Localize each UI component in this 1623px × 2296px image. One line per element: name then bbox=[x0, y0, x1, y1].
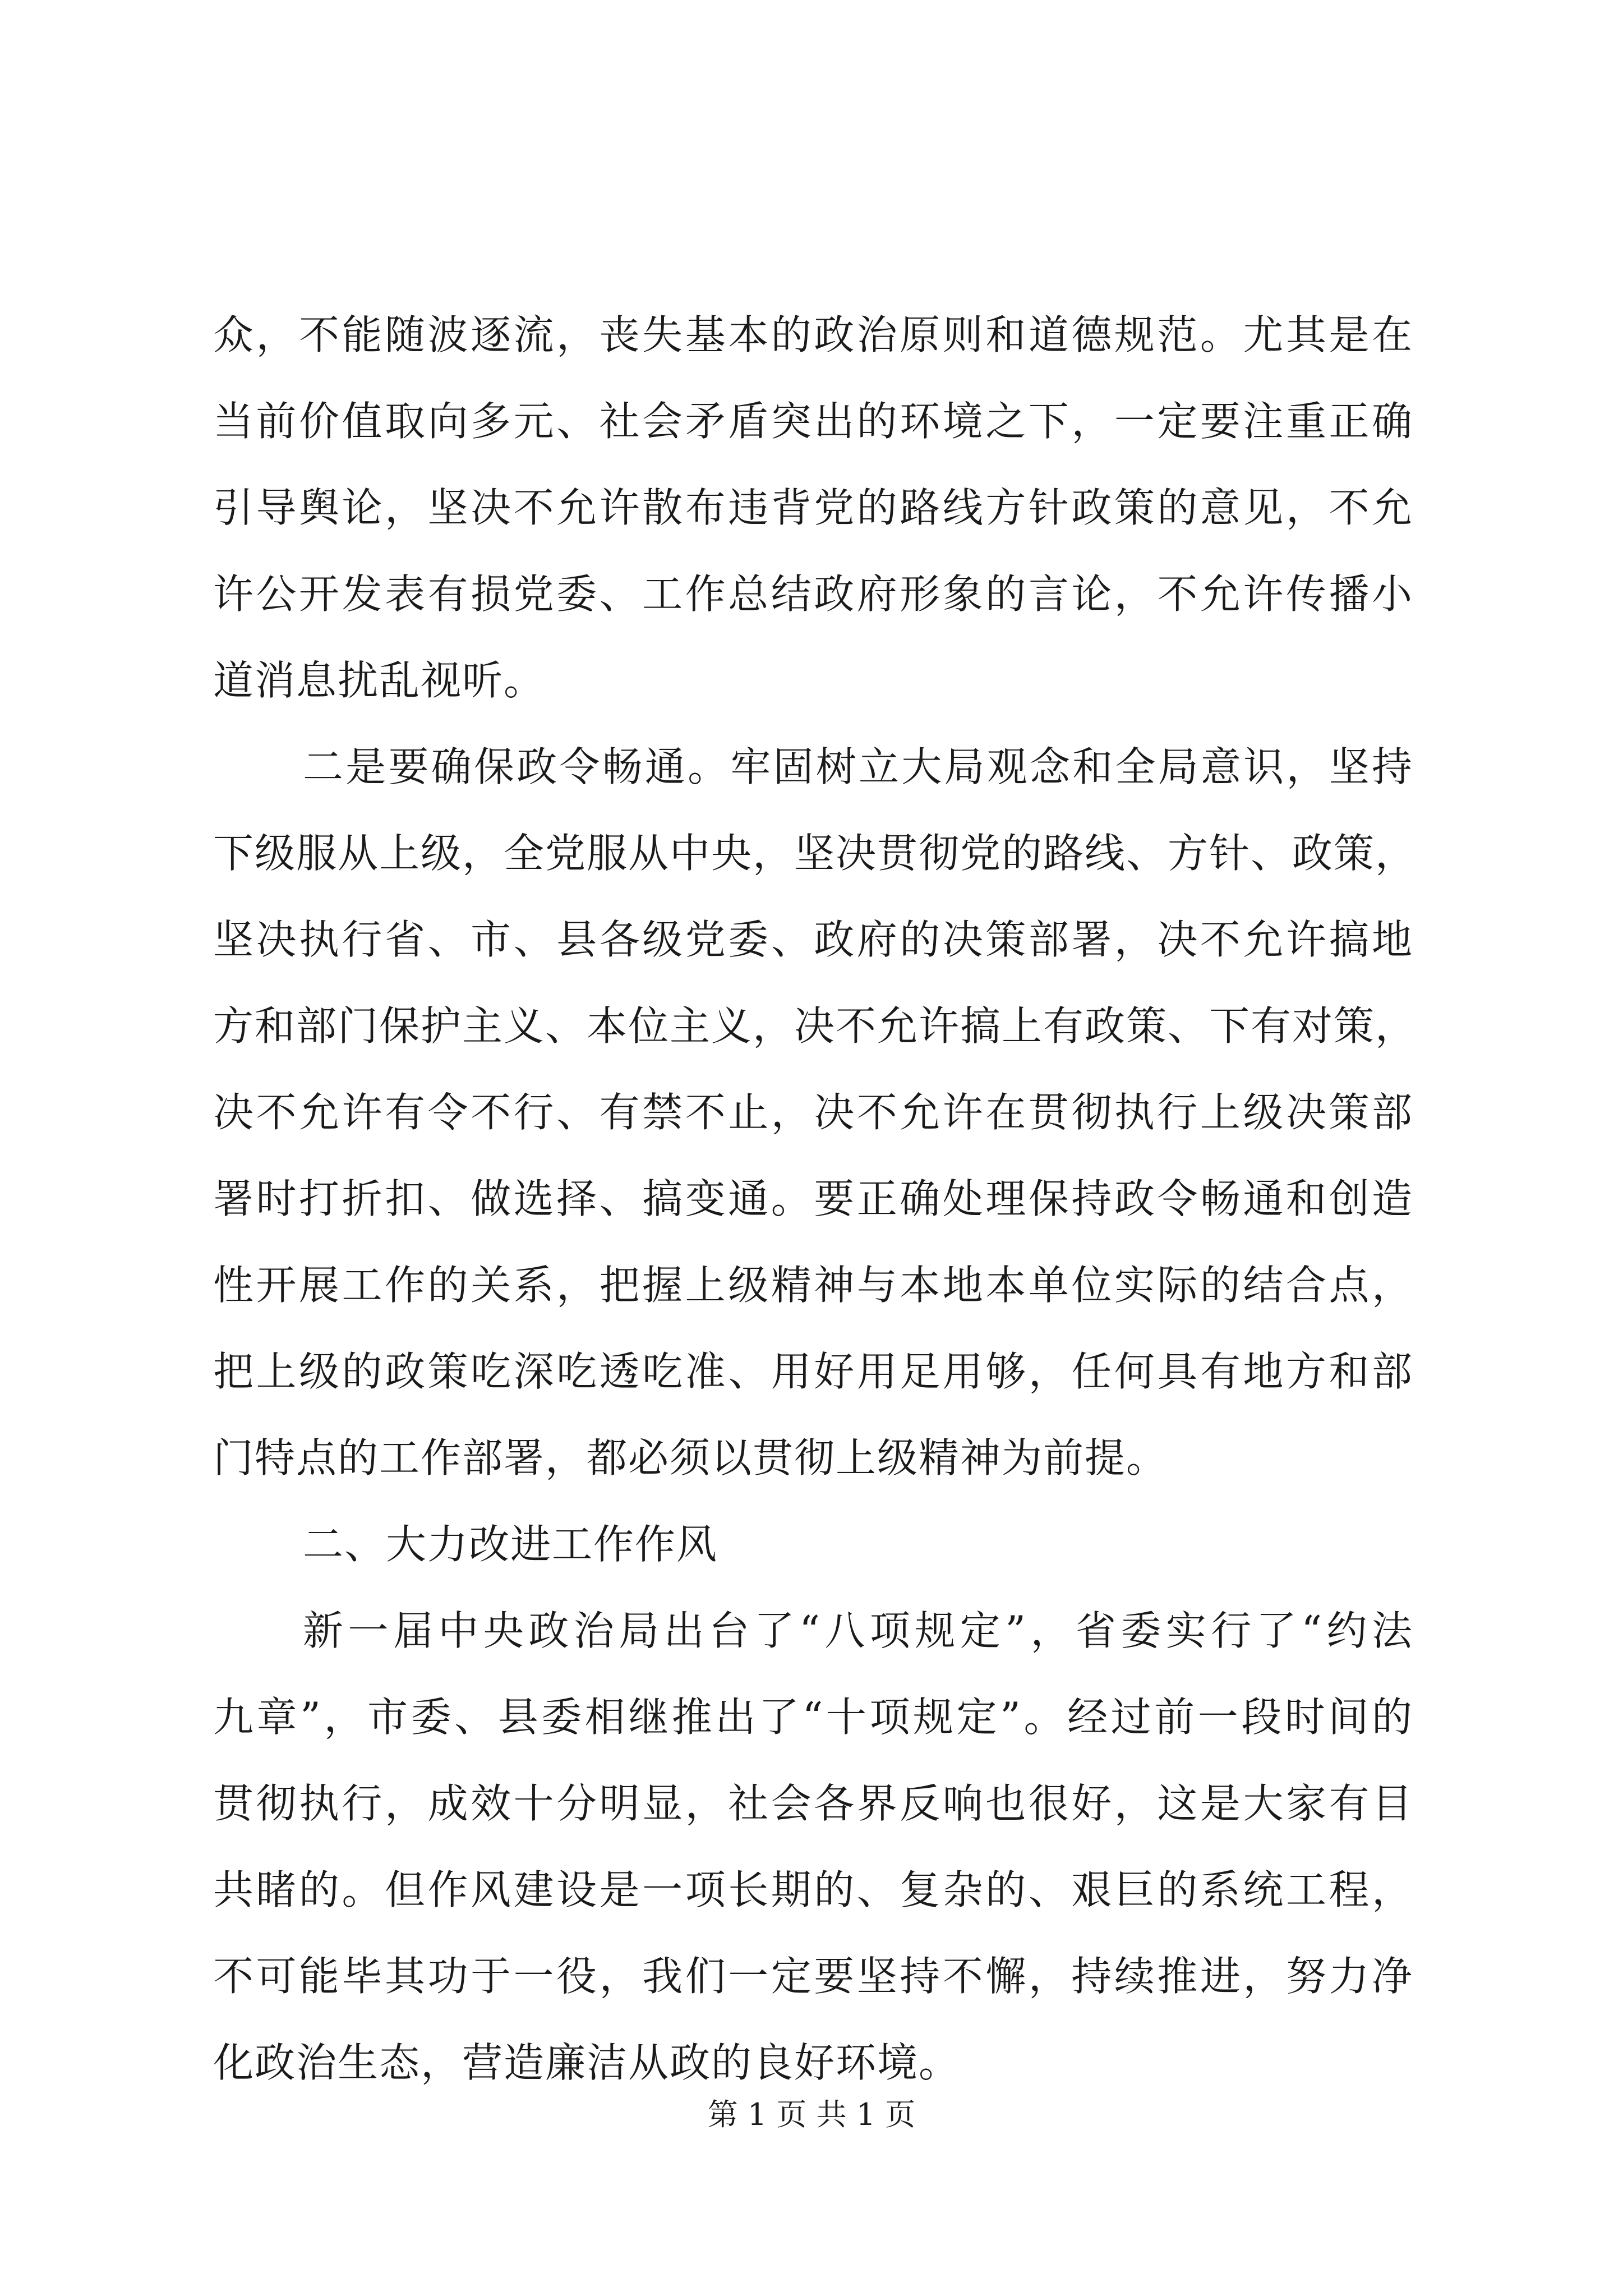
text-line: 众，不能随波逐流，丧失基本的政治原则和道德规范。尤其是在 bbox=[213, 311, 1413, 358]
text-line: 不可能毕其功于一役，我们一定要坚持不懈，持续推进，努力净 bbox=[213, 1953, 1413, 2000]
text-line: 二是要确保政令畅通。牢固树立大局观念和全局意识，坚持 bbox=[303, 743, 1413, 790]
page-number-footer: 第 1 页 共 1 页 bbox=[707, 2097, 916, 2132]
text-line: 坚决执行省、市、县各级党委、政府的决策部署，决不允许搞地 bbox=[213, 916, 1413, 963]
text-line: 九章”，市委、县委相继推出了“十项规定”。经过前一段时间的 bbox=[213, 1694, 1413, 1741]
text-line: 化政治生态，营造廉洁从政的良好环境。 bbox=[213, 2039, 961, 2086]
text-line: 方和部门保护主义、本位主义，决不允许搞上有政策、下有对策， bbox=[213, 1002, 1417, 1050]
section-heading: 二、大力改进工作作风 bbox=[303, 1521, 718, 1568]
text-line: 下级服从上级，全党服从中央，坚决贯彻党的路线、方针、政策， bbox=[213, 830, 1417, 877]
document-body bbox=[213, 292, 1417, 2106]
text-line: 共睹的。但作风建设是一项长期的、复杂的、艰巨的系统工程， bbox=[213, 1866, 1413, 1913]
text-line: 性开展工作的关系，把握上级精神与本地本单位实际的结合点， bbox=[213, 1262, 1413, 1309]
text-line: 把上级的政策吃深吃透吃准、用好用足用够，任何具有地方和部 bbox=[213, 1348, 1413, 1395]
text-line: 贯彻执行，成效十分明显，社会各界反响也很好，这是大家有目 bbox=[213, 1780, 1413, 1827]
text-line: 许公开发表有损党委、工作总结政府形象的言论，不允许传播小 bbox=[213, 570, 1413, 618]
text-line: 道消息扰乱视听。 bbox=[213, 657, 546, 704]
text-line: 新一届中央政治局出台了“八项规定”，省委实行了“约法 bbox=[303, 1607, 1413, 1654]
text-line: 当前价值取向多元、社会矛盾突出的环境之下，一定要注重正确 bbox=[213, 398, 1413, 445]
text-line: 决不允许有令不行、有禁不止，决不允许在贯彻执行上级决策部 bbox=[213, 1089, 1413, 1136]
text-line: 引导舆论，坚决不允许散布违背党的路线方针政策的意见，不允 bbox=[213, 484, 1413, 531]
text-line: 门特点的工作部署，都必须以贯彻上级精神为前提。 bbox=[213, 1434, 1168, 1481]
text-line: 署时打折扣、做选择、搞变通。要正确处理保持政令畅通和创造 bbox=[213, 1175, 1413, 1222]
